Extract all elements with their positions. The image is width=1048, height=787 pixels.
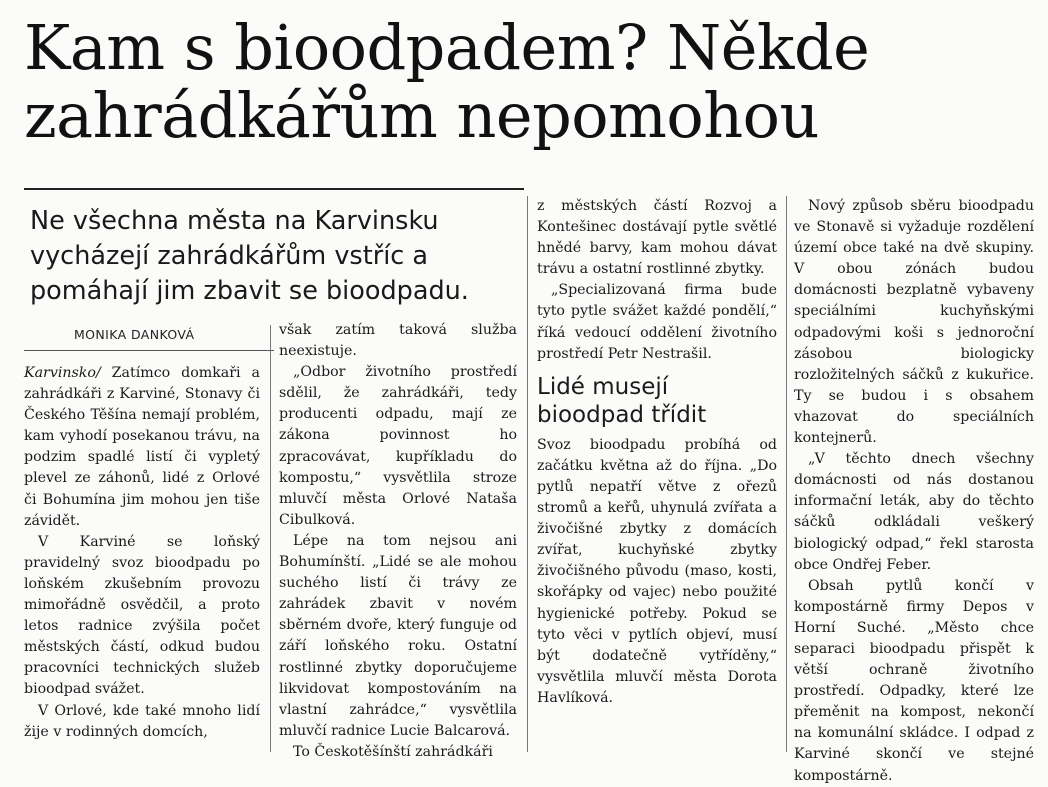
column-1: [24, 363, 260, 752]
col1-paragraph-1: Karvinsko/ Zatímco domkaři a zahrádkáři z Karviné, Stonavy či Českého Těšína nemají problém, kam vyhodí posekanou trávu, na podzim spadlé listí či vypletý plevel ze záhonů, lidé z Orlové či Bohumína jim mohou jen tiše závidět.: [24, 365, 260, 529]
dateline: Karvinsko/: [24, 365, 101, 381]
col2-paragraph-3: Lépe na tom nejsou ani Bohumínští. „Lidé se ale mohou suchého listí či trávy ze zahrádek zbavit v novém sběrném dvoře, který funguje od září loňského roku. Ostatní rostlinné zbytky doporučujeme likvidovat kompostováním na vlastní zahrádce,“ vysvětlila mluvčí radnice Lucie Balcarová.: [279, 532, 517, 739]
col3-paragraph-1: z městských částí Rozvoj a Kontešinec dostávají pytle světlé hnědé barvy, kam mohou dávat trávu a ostatní rostlinné zbytky.: [537, 198, 777, 278]
column-3: [537, 196, 777, 752]
column-divider: [270, 325, 271, 752]
column-divider: [527, 196, 528, 752]
col1-paragraph-2: V Karviné se loňský pravidelný svoz bioodpadu po loňském zkušebním provozu mimořádně osvědčil, a proto letos radnice zvýšila počet městských částí, odkud budou pracovníci technických služeb bioodpad svážet.: [24, 533, 260, 698]
col1-paragraph-3: V Orlové, kde také mnoho lidí žije v rodinných domcích,: [24, 702, 260, 740]
col3-paragraph-3: Svoz bioodpadu probíhá od začátku května až do října. „Do pytlů nepatří větve z ořezů stromů a keřů, uhynulá zvířata a živočišné zbytky z domácích zvířat, kuchyňské zbytky živočišného původu (maso, kosti, skořápky od vajec) nebo použité hygienické potřeby. Pokud se tyto věci v pytlích objeví, musí být dodatečně vytříděny,“ vysvětlila mluvčí města Dorota Havlíková.: [537, 436, 777, 706]
col3-paragraph-2: „Specializovaná firma bude tyto pytle svážet každé pondělí,“ říká vedoucí oddělení životního prostředí Petr Nestrašil.: [537, 282, 777, 362]
col4-paragraph-1: Nový způsob sběru bioodpadu ve Stonavě si vyžaduje rozdělení území obce také na dvě skupiny. V obou zónách budou domácnosti bezplatně vybaveny speciálními kuchyňskými odpadovými koši s jednoroční zásobou biologicky rozložitelných sáčků z kukuřice. Ty se budou i s obsahem vhazovat do speciálních kontejnerů.: [794, 198, 1034, 447]
column-4: [794, 196, 1034, 784]
col2-paragraph-4: To Českotěšínští zahrádkáři: [293, 743, 493, 760]
column-divider: [786, 196, 787, 752]
col2-paragraph-1: však zatím taková služba neexistuje.: [279, 322, 517, 360]
byline-rule: [24, 350, 274, 351]
col2-paragraph-2: „Odbor životního prostředí sdělil, že zahrádkáři, tedy producenti odpadu, mají ze zákona povinnost ho zpracovávat, kupříkladu do kompostu,“ vysvětlila stroze mluvčí města Orlové Nataša Cibulková.: [279, 364, 517, 528]
byline: MONIKA DANKOVÁ: [74, 327, 195, 342]
headline-rule: [24, 188, 524, 190]
col4-paragraph-2: „V těchto dnech všechny domácnosti od nás dostanou informační leták, aby do těchto sáčků odkládali veškerý biologický odpad,“ řekl starosta obce Ondřej Feber.: [794, 451, 1034, 573]
subheading: Lidé musejí bioodpad třídit: [537, 373, 707, 428]
headline: Kam s bioodpadem? Někde zahrádkářům nepomohou: [24, 11, 870, 152]
col4-paragraph-3: Obsah pytlů končí v kompostárně firmy Depos v Horní Suché. „Město chce separaci bioodpadu přispět k větší ochraně životního prostředí. Odpadky, které lze přeměnit na kompost, nekončí na komunální skládce. I odpad z Karviné skončí ve stejné kompostárně.: [794, 577, 1034, 784]
lead-paragraph: Ne všechna města na Karvinsku vycházejí zahrádkářům vstříc a pomáhají jim zbavit se bioodpadu.: [30, 206, 469, 306]
column-2: [279, 320, 517, 760]
